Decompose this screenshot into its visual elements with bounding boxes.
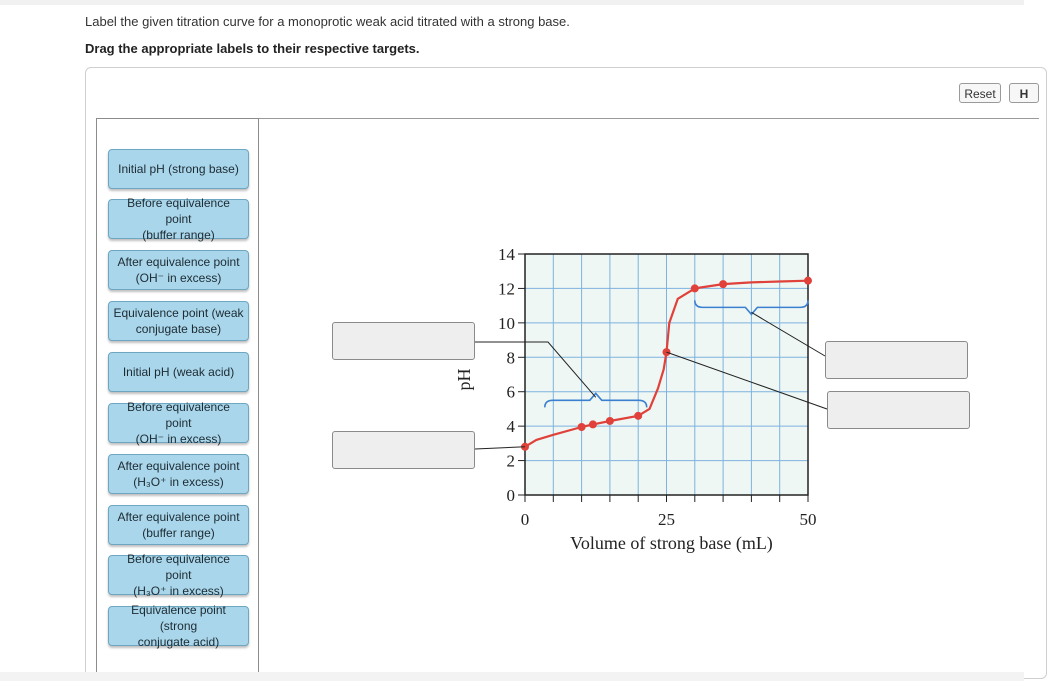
label-text-line1: Initial pH (strong base) <box>118 162 239 176</box>
label-text-line1: Initial pH (weak acid) <box>122 365 235 379</box>
reset-button[interactable]: Reset <box>959 83 1001 103</box>
leader-line-target-2 <box>475 447 525 449</box>
label-text-line1: Before equivalence point <box>127 400 230 430</box>
label-text-line1: Before equivalence point <box>127 196 230 226</box>
y-tick-label: 6 <box>506 382 515 402</box>
label-text-line2: conjugate acid) <box>137 635 220 649</box>
y-tick-label: 2 <box>506 451 515 471</box>
y-tick-label: 12 <box>498 279 515 299</box>
label-text-line2: (OH⁻ in excess) <box>135 432 222 446</box>
question-instruction: Drag the appropriate labels to their respective targets. <box>85 41 420 56</box>
label-text-line2: conjugate base) <box>135 322 222 336</box>
y-tick-label: 10 <box>498 313 515 333</box>
label-text-line2: (H₃O⁺ in excess) <box>133 475 224 489</box>
drop-target-4[interactable] <box>827 391 970 429</box>
x-axis-label: Volume of strong base (mL) <box>570 533 773 553</box>
y-axis-label: pH <box>454 368 474 391</box>
drop-target-2[interactable] <box>332 431 475 469</box>
x-tick-label: 25 <box>658 510 675 529</box>
data-point <box>691 284 699 292</box>
label-text-line2: (OH⁻ in excess) <box>135 271 222 285</box>
label-text-line1: After equivalence point <box>117 510 240 524</box>
x-tick-label: 50 <box>799 510 817 529</box>
label-text-line2: (H₃O⁺ in excess) <box>133 584 224 598</box>
label-text-line1: Equivalence point (strong <box>131 603 226 633</box>
y-tick-label: 4 <box>506 417 515 437</box>
label-text-line2: (buffer range) <box>142 526 215 540</box>
bottom-strip <box>0 672 1024 681</box>
label-text-line1: After equivalence point <box>117 459 240 473</box>
label-text-line2: (buffer range) <box>142 228 215 242</box>
x-tick-label: 0 <box>520 510 530 529</box>
question-prompt: Label the given titration curve for a monoprotic weak acid titrated with a strong base. <box>85 14 570 29</box>
data-point <box>719 280 727 288</box>
label-text-line1: After equivalence point <box>117 255 240 269</box>
help-button[interactable]: H <box>1009 83 1039 103</box>
label-text-line1: Equivalence point (weak <box>113 306 244 320</box>
drop-target-1[interactable] <box>332 322 475 360</box>
label-text-line1: Before equivalence point <box>127 552 230 582</box>
y-tick-label: 0 <box>506 486 515 505</box>
data-point <box>578 423 586 431</box>
data-point <box>634 412 642 420</box>
y-tick-label: 8 <box>506 348 515 368</box>
y-tick-label: 14 <box>498 245 515 264</box>
drop-target-3[interactable] <box>825 341 968 379</box>
data-point <box>804 277 812 285</box>
data-point <box>589 420 597 428</box>
data-point <box>606 417 614 425</box>
